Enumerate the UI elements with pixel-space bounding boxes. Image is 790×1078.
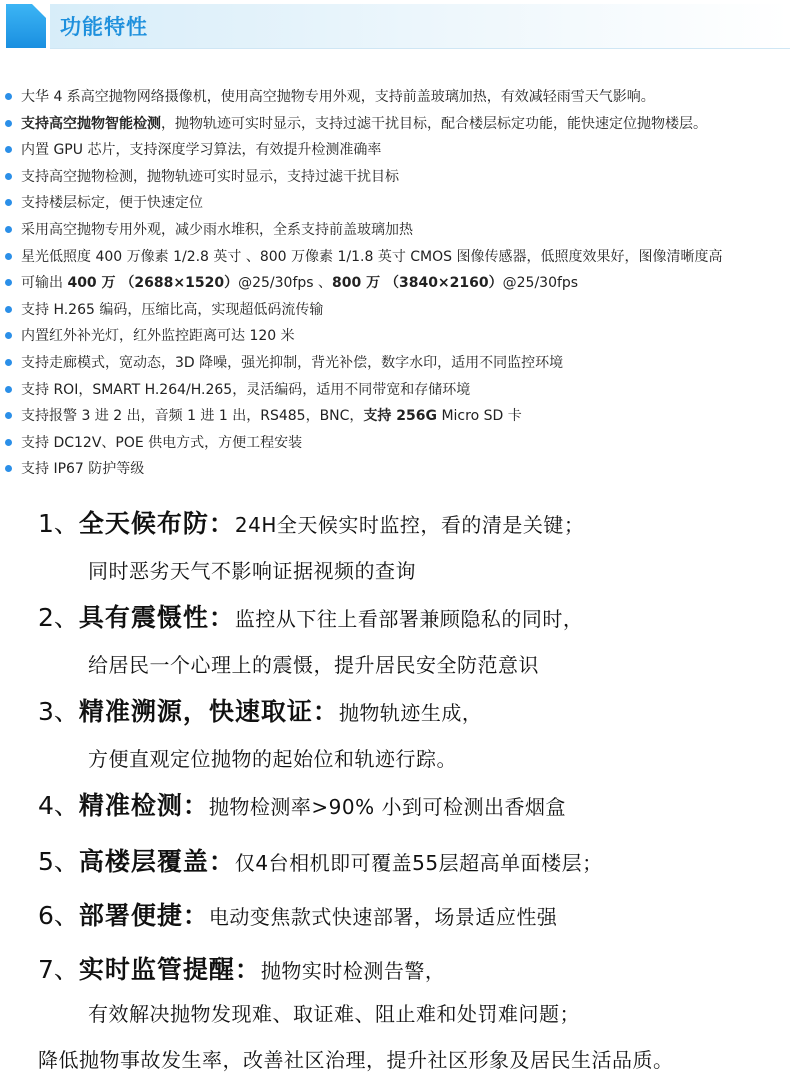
feature-text-bold: 支持高空抛物智能检测 xyxy=(21,115,161,132)
feature-text: 可输出 xyxy=(21,275,68,292)
feature-item xyxy=(0,137,790,164)
point-description: 电动变焦款式快速部署，场景适应性强 xyxy=(208,905,558,929)
feature-text: 支持高空抛物检测，抛物轨迹可实时显示，支持过滤干扰目标 xyxy=(21,168,399,185)
feature-item xyxy=(0,430,790,457)
feature-text: ，抛物轨迹可实时显示，支持过滤干扰目标，配合楼层标定功能，能快速定位抛物楼层。 xyxy=(161,115,707,132)
feature-item xyxy=(0,84,790,111)
bullet-dot-icon xyxy=(5,332,12,339)
bullet-dot-icon xyxy=(5,279,12,286)
point-number: 2、 xyxy=(38,603,79,632)
point-continuation: 同时恶劣天气不影响证据视频的查询 xyxy=(88,559,416,583)
feature-text: 支持走廊模式，宽动态，3D 降噪，强光抑制，背光补偿，数字水印，适用不同监控环境 xyxy=(21,354,564,371)
bullet-dot-icon xyxy=(5,359,12,366)
point-description: 仅4台相机即可覆盖55层超高单面楼层； xyxy=(234,851,603,875)
point-number: 5、 xyxy=(38,847,79,876)
bullet-dot-icon xyxy=(5,386,12,393)
feature-item xyxy=(0,297,790,324)
point-description: 24H全天候实时监控，看的清是关键； xyxy=(234,513,585,537)
point-5 xyxy=(38,844,603,880)
bullet-dot-icon xyxy=(5,226,12,233)
feature-text: 支持报警 3 进 2 出，音频 1 进 1 出，RS485，BNC， xyxy=(21,408,364,425)
feature-text-bold: 400 万 （2688×1520） xyxy=(67,275,239,292)
point-continuation: 给居民一个心理上的震慑，提升居民安全防范意识 xyxy=(88,653,539,677)
feature-text: 内置 GPU 芯片，支持深度学习算法，有效提升检测准确率 xyxy=(21,142,382,159)
feature-list xyxy=(0,84,790,483)
point-2 xyxy=(38,600,583,636)
point-number: 3、 xyxy=(38,697,79,726)
point-3 xyxy=(38,694,482,730)
point-description: 抛物检测率>90% 小到可检测出香烟盒 xyxy=(208,795,566,819)
feature-text: 内置红外补光灯，红外监控距离可达 120 米 xyxy=(21,328,295,345)
feature-text: 支持 DC12V、POE 供电方式，方便工程安装 xyxy=(21,434,303,451)
section-header xyxy=(0,0,790,56)
header-accent-icon xyxy=(6,4,46,48)
feature-text-bold: 支持 256G xyxy=(363,408,438,425)
feature-text-bold: 800 万 （3840×2160） xyxy=(332,275,503,292)
feature-text: 支持 IP67 防护等级 xyxy=(21,461,145,478)
point-6 xyxy=(38,898,557,934)
point-1 xyxy=(38,506,584,542)
feature-text: 支持楼层标定，便于快速定位 xyxy=(21,195,203,212)
feature-text: @25/30fps 、 xyxy=(238,275,332,292)
point-title: 精准溯源，快速取证： xyxy=(78,697,339,726)
point-number: 7、 xyxy=(38,955,79,984)
bullet-dot-icon xyxy=(5,465,12,472)
feature-text: 大华 4 系高空抛物网络摄像机，使用高空抛物专用外观，支持前盖玻璃加热，有效减轻雨雪天气影响。 xyxy=(21,89,655,105)
feature-text: Micro SD 卡 xyxy=(437,408,522,425)
feature-item xyxy=(0,323,790,350)
header-underline xyxy=(50,48,790,49)
bullet-dot-icon xyxy=(5,93,12,100)
feature-item xyxy=(0,217,790,244)
point-description: 抛物轨迹生成， xyxy=(338,701,483,725)
feature-text: 星光低照度 400 万像素 1/2.8 英寸 、800 万像素 1/1.8 英寸 CMOS 图像传感器，低照度效果好，图像清晰度高 xyxy=(21,248,723,265)
bullet-dot-icon xyxy=(5,306,12,313)
feature-item xyxy=(0,377,790,404)
point-continuation: 降低抛物事故发生率，改善社区治理，提升社区形象及居民生活品质。 xyxy=(38,1048,674,1072)
bullet-dot-icon xyxy=(5,120,12,127)
bullet-dot-icon xyxy=(5,253,12,260)
feature-item xyxy=(0,190,790,217)
feature-item xyxy=(0,164,790,191)
bullet-dot-icon xyxy=(5,439,12,446)
point-number: 1、 xyxy=(38,509,79,538)
section-title: 功能特性 xyxy=(60,15,148,39)
point-continuation: 方便直观定位抛物的起始位和轨迹行踪。 xyxy=(88,747,457,771)
bullet-dot-icon xyxy=(5,146,12,153)
feature-item xyxy=(0,403,790,430)
feature-item xyxy=(0,350,790,377)
feature-text: 采用高空抛物专用外观，减少雨水堆积，全系支持前盖玻璃加热 xyxy=(21,221,413,238)
bullet-dot-icon xyxy=(5,199,12,206)
feature-item xyxy=(0,456,790,483)
bullet-dot-icon xyxy=(5,173,12,180)
point-4 xyxy=(38,788,566,824)
point-7 xyxy=(38,952,445,988)
point-title: 精准检测： xyxy=(78,791,209,820)
feature-text: 支持 H.265 编码，压缩比高，实现超低码流传输 xyxy=(21,301,324,318)
point-title: 全天候布防： xyxy=(78,509,235,538)
point-number: 4、 xyxy=(38,791,79,820)
header-bar xyxy=(50,4,790,48)
point-continuation: 有效解决抛物发现难、取证难、阻止难和处罚难问题； xyxy=(88,1002,580,1026)
feature-item xyxy=(0,244,790,271)
point-title: 部署便捷： xyxy=(78,901,209,930)
point-title: 具有震慑性： xyxy=(78,603,235,632)
feature-item xyxy=(0,111,790,138)
point-number: 6、 xyxy=(38,901,79,930)
point-title: 高楼层覆盖： xyxy=(78,847,235,876)
feature-text: 支持 ROI，SMART H.264/H.265，灵活编码，适用不同带宽和存储环境 xyxy=(21,381,471,398)
bullet-dot-icon xyxy=(5,412,12,419)
feature-text: @25/30fps xyxy=(502,275,579,292)
point-description: 抛物实时检测告警， xyxy=(260,959,446,983)
point-title: 实时监管提醒： xyxy=(78,955,261,984)
feature-item xyxy=(0,270,790,297)
point-description: 监控从下往上看部署兼顾隐私的同时， xyxy=(234,607,584,631)
